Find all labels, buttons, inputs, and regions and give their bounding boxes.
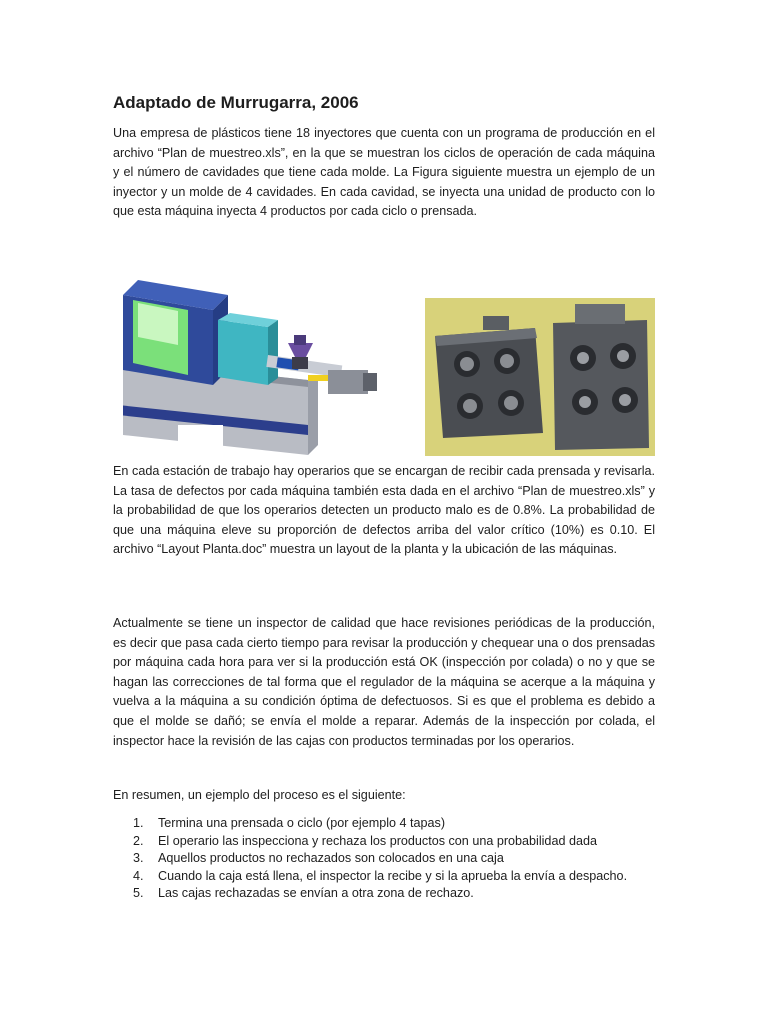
list-item-text: El operario las inspecciona y rechaza los productos con una probabilidad dada (158, 833, 597, 848)
document-title: Adaptado de Murrugarra, 2006 (113, 93, 359, 112)
list-item-text: Aquellos productos no rechazados son colocados en una caja (158, 851, 504, 866)
list-item-text: Termina una prensada o ciclo (por ejemplo 4 tapas) (158, 816, 446, 830)
paragraph-workstation: En cada estación de trabajo hay operarios que se encargan de recibir cada prensada y revisarla. La tasa de defectos por cada máquina también esta dada en el archivo “Plan de muestreo.xls” y la probabilidad de que los operarios detecten un producto malo es de 0.8%. La probabilidad de que una máquina eleve su proporción de defectos arriba del valor crítico (10%) es 0.10. El archivo “Layout Planta.doc” muestra un layout de la planta y la ubicación de las máquinas. (113, 464, 655, 557)
list-item (113, 850, 673, 868)
list-item-number: 2. (133, 833, 144, 848)
mold-4-cavities-image (425, 298, 655, 456)
list-item (113, 868, 673, 886)
paragraph-inspector: Actualmente se tiene un inspector de calidad que hace revisiones periódicas de la producción, es decir que pasa cada cierto tiempo para revisar la producción y chequear una o dos prensadas por máquina cada hora para ver si la producción está OK (inspección por colada) o no y que se hagan las correcciones de tal forma que el regulador de la máquina se acerque a la máquina y vuelva a la máquina a su condición óptima de defectuosos. Si es que el problema es debido a que el molde se dañó; se envía el molde a reparar. Además de la inspección por colada, el inspector hace la revisión de las cajas con productos terminadas por los operarios. (113, 616, 655, 748)
paragraph-summary-intro: En resumen, un ejemplo del proceso es el siguiente: (113, 788, 406, 802)
list-item-number: 1. (133, 816, 144, 830)
list-item-number: 3. (133, 851, 144, 866)
process-steps-list (113, 815, 673, 903)
list-item-number: 4. (133, 868, 144, 883)
list-item (113, 885, 673, 903)
list-item (113, 833, 673, 851)
paragraph-intro: Una empresa de plásticos tiene 18 inyectores que cuenta con un programa de producción en el archivo “Plan de muestreo.xls”, en la que se muestran los ciclos de operación de cada máquina y el número de cavidades que tiene cada molde. La Figura siguiente muestra un ejemplo de un inyector y un molde de 4 cavidades. En cada cavidad, se inyecta una unidad de producto con lo que esta máquina inyecta 4 productos por cada ciclo o prensada. (113, 126, 655, 219)
list-item (113, 815, 673, 833)
list-item-number: 5. (133, 886, 144, 901)
list-item-text: Cuando la caja está llena, el inspector la recibe y si la aprueba la envía a despacho. (158, 868, 628, 883)
list-item-text: Las cajas rechazadas se envían a otra zona de rechazo. (158, 886, 474, 901)
injection-machine-image (118, 275, 383, 460)
